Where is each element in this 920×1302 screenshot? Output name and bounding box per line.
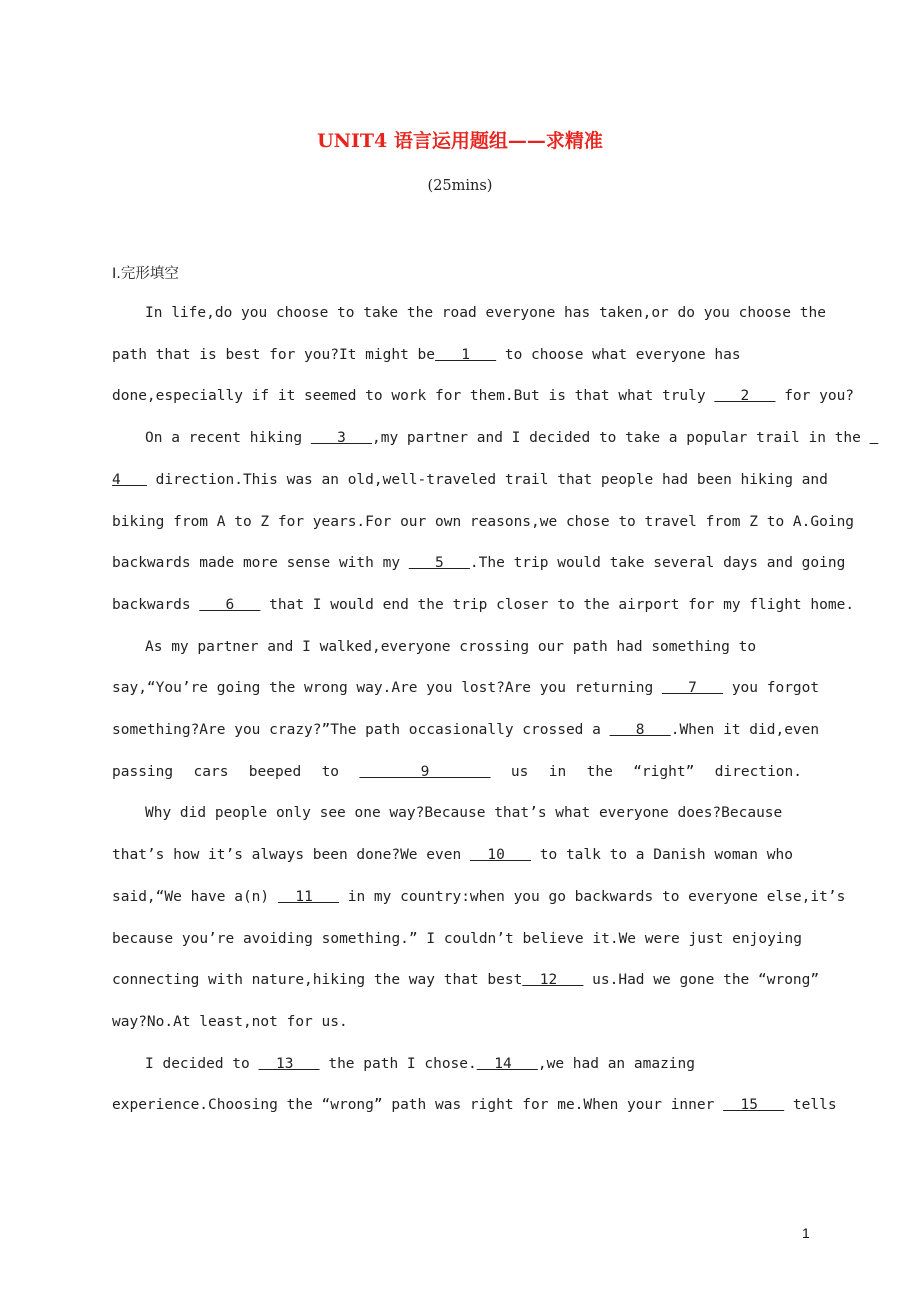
passage-text: say,“You’re going the wrong way.Are you lost?Are you returning [112, 680, 662, 697]
passage-text: biking from A to Z for years.For our own reasons,we chose to travel from Z to A.Going [112, 513, 855, 530]
passage-text: connecting with nature,hiking the way that best [112, 972, 523, 989]
passage-text: that I would end the trip closer to the airport for my flight home. [260, 596, 855, 613]
passage-line [112, 1097, 837, 1114]
passage-text: something?Are you crazy?”The path occasionally crossed a [112, 722, 610, 738]
answer-blank: 13 [258, 1055, 320, 1072]
passage-text: you forgot [723, 680, 820, 697]
passage-line [112, 596, 855, 613]
passage-text: to talk to a Danish woman who [531, 847, 793, 864]
passage-line [112, 805, 782, 821]
answer-blank: 3 [310, 430, 372, 447]
passage-line [112, 430, 870, 447]
passage-text: backwards made more sense with my [112, 555, 409, 572]
answer-blank: 8 [609, 722, 671, 738]
passage-line [112, 931, 802, 947]
passage-text: way?No.At least,not for us. [112, 1013, 348, 1030]
passage-text: path that is best for you?It might be [112, 346, 436, 363]
answer-blank: 10 [469, 847, 532, 864]
answer-blank: 9 [359, 763, 491, 780]
passage-line [112, 513, 855, 530]
passage-text: .The trip would take several days and going [469, 555, 846, 572]
passage-line [112, 639, 756, 655]
passage-text: ,we had an amazing [537, 1055, 695, 1072]
passage-line [112, 888, 846, 905]
passage-line [112, 764, 802, 780]
passage-text: the path I chose. [319, 1055, 477, 1072]
section-heading: Ⅰ.完形填空 [112, 266, 179, 282]
passage-text: us.Had we gone the “wrong” [583, 972, 820, 989]
passage-line [112, 722, 820, 738]
answer-blank: 7 [661, 680, 724, 697]
page-title: UNIT4 语言运用题组——求精准 [317, 130, 603, 152]
passage-text: direction.This was an old,well-traveled trail that people had been hiking and [146, 471, 828, 488]
passage-text: because you’re avoiding something.” I couldn’t believe it.We were just enjoying [112, 930, 802, 947]
answer-blank: 5 [408, 555, 470, 572]
passage-text: On a recent hiking [145, 430, 311, 447]
passage-line [112, 471, 828, 488]
passage-text: said,“We have a(n) [112, 888, 278, 905]
answer-blank: 14 [476, 1055, 538, 1072]
passage-text: As my partner and I walked,everyone crossing our path had something to [145, 638, 757, 655]
answer-blank: 1 [435, 346, 497, 363]
answer-blank: 2 [714, 388, 776, 405]
answer-blank [870, 430, 879, 446]
passage-line [112, 680, 820, 697]
passage-text: tells [784, 1097, 837, 1114]
passage-line [112, 388, 855, 405]
answer-blank: 15 [723, 1097, 785, 1114]
passage-line [112, 1056, 695, 1072]
passage-text: to choose what everyone has [496, 346, 741, 363]
passage-text: done,especially if it seemed to work for them.But is that what truly [112, 388, 715, 405]
answer-blank: 12 [522, 972, 584, 989]
passage-text: Why did people only see one way?Because that’s what everyone does?Because [145, 805, 783, 822]
passage-line [112, 847, 793, 863]
passage-text: ,my partner and I decided to take a popular trail in the [371, 430, 870, 447]
page-number: 1 [802, 1225, 810, 1241]
passage-line [112, 305, 826, 321]
passage-text: In life,do you choose to take the road everyone has taken,or do you choose the [145, 305, 826, 321]
passage-text: backwards [112, 596, 200, 613]
passage-text: passing cars beeped to [112, 763, 360, 780]
passage-text: .When it did,even [670, 722, 820, 738]
passage-text: experience.Choosing the “wrong” path was right for me.When your inner [112, 1097, 724, 1114]
answer-blank: 11 [277, 888, 339, 905]
time-limit: (25mins) [427, 178, 493, 194]
answer-blank: 4 [112, 471, 147, 488]
answer-blank: 6 [199, 596, 261, 613]
passage-text: in my country:when you go backwards to everyone else,it’s [338, 888, 846, 905]
passage-text: us in the “right” direction. [490, 763, 802, 780]
passage-text: I decided to [145, 1055, 259, 1072]
passage-line [112, 347, 741, 363]
passage-line [112, 1014, 348, 1030]
passage-text: that’s how it’s always been done?We even [112, 847, 470, 864]
passage-line [112, 972, 820, 989]
passage-line [112, 555, 846, 572]
passage-text: for you? [775, 388, 855, 405]
